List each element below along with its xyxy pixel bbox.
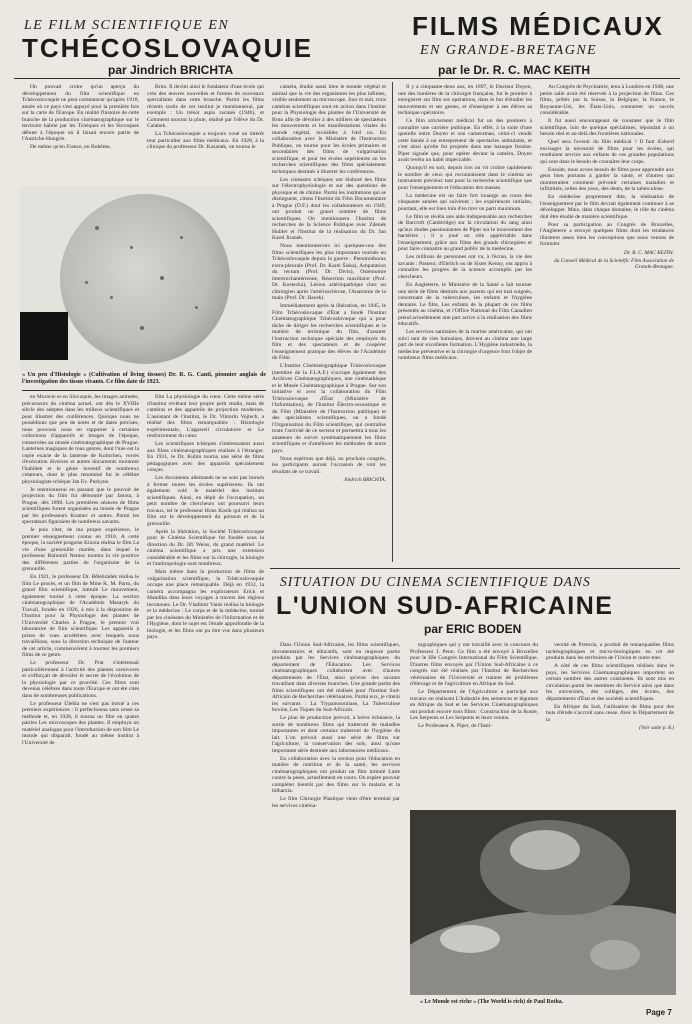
bottom-byline: par ERIC BODEN xyxy=(424,622,522,636)
continued-note: (Voir suite p. 8.) xyxy=(639,724,674,731)
world-photo-caption: « Le Monde est riche » (The World is rich) de Paul Rotha. xyxy=(420,999,564,1005)
right-byline: par le Dr. R. C. MAC KEITH xyxy=(438,63,591,77)
right-signature: Dr. R. C. MAC KEITH. xyxy=(623,249,674,256)
right-affiliation: du Conseil Médical de la Scientific Film Association de Grande-Bretagne. xyxy=(554,257,674,271)
photo-bowl-2 xyxy=(590,940,640,970)
left-signature: Jindrich BRICHTA. xyxy=(343,477,386,484)
caption-rule xyxy=(22,390,266,391)
photo-bowl xyxy=(440,925,500,953)
histology-photo xyxy=(20,186,268,371)
bottom-col2: tographiques qui y ont travaillé avec le concours du Professeur J. Penn. Ce film a été envoyé à Bruxelles pour le IIIe Congrès International du Film Scientifique. D'autres films envoyés par l'Union Sud-Africaine à ce congrès ont été réalisés par l'Institut de Recherches vétérinaires de l'Université et traitent de problèmes d'élevage et de l'agriculture en Afrique du Sud. Le Département de l'Agriculture a participé aux travaux en réalisant L'Industrie des semences et légumes en Afrique du Sud et les Services Cinématographiques ont produit encore trois films : Construction de la Route, Les Serpents et Les Serpents et leurs venins. Le Professeur A. Piper, de l'Insti- xyxy=(410,642,538,730)
header-rule xyxy=(14,78,680,79)
photo-dark-corner xyxy=(20,312,68,360)
right-col1: Il y a cinquante-deux ans, en 1897, le Docteur Doyen, une des lumières de la chirurgie française, fut le premier à enregistrer sur film ses opérations, dans le but d'étudier les mouvements et ses gestes, et d'enseigner à ses élèves sa technique opératoire. Ce film strictement médical fut un des premiers à connaître une carrière publique. En effet, à la suite d'une querelle entre Doyen et son cameraman, celui-ci vendit cette bande à un entrepreneur de spectacles ambulants, et c'est ainsi qu'elle fut projetée dans une baraque foraine. Piper signale que, pour opérer devant la caméra, Doyen avait revêtu un habit impeccable. Quoiqu'il en soit, depuis lors on vit croître rapidement le nombre de ceux qui reconnaissent dans le cinéma un instrument précieux tant pour la recherche scientifique que pour l'enseignement et l'éducation des masses. La médecine est un faire fort louange au cours des cinquante années qui suivirent ; les expériences initiales, pourtant, elle est bien loin d'en tirer un parti maximum. Le film se révéla une aide indispensable aux recherches de Barcroft (Cambridge) sur la circulation du sang ainsi qu'aux études passionnantes de Piper sur le mouvement des bactéries ; il a joué un rôle appréciable dans l'enseignement, grâce aux films des grands chirurgiens et pour faire connaître au grand public de la médecine. Les millions de personnes ont vu, à l'écran, la vie des savants : Pasteur, d'Ehrlich ou de Sister Kenny, ont appris à connaître les progrès de la science accomplis par les chercheurs. En Angleterre, le Ministère de la Santé a fait tourner une série de films destinés aux parents qui est mal soignés, concernant de la tuberculose, les enfants et l'hygiène dentaire. Le film, Les enfants de la plupart de ces films présentés au cinéma, et l'Office National du Film Canadien prend actuellement une part active à la réalisation des films éducatifs. Les services sanitaires de la marine américaine, qui ont suivi tant de vies humaines, doivent au cinéma une large part de leur excellente formation. L'Hygiène industrielle, la médecine préventive et la chirurgie d'urgence font l'objet de nombreux films médicaux. xyxy=(398,84,532,362)
bottom-kicker: SITUATION DU CINEMA SCIENTIFIQUE DANS xyxy=(280,574,591,589)
left-col2-bottom: film La physiologie du cœur. Cette même série d'institut revêtant leur propre petit studio, mais de caméras et des appareils de projection modernes. L'assistant de l'institut, le Dr. Viktorin Vojtech, a réalisé des films remarquables : Histologie expérimentale, L'appareil circulatoire et Le renforcement du cœur. Les scientifiques tchèques s'intéressaient aussi aux films cinématographiques réalisés à l'étranger. En 1931, le Dr. Kubin tourna une série de films pédagogiques avec des appareils spécialement conçus. Les documents allemands ne se sont pas bornés à fermer toutes les écoles supérieures. Ils ont également volé le matériel des instituts scientifiques. Ainsi, en dépit de l'occupation, un petit nombre de chercheurs ont poursuivi leurs travaux, tel le professeur Hons Kosik qui réalisa un film sur le développement du poisson et de la grenouille. Après la libération, la Société Tchécoslovaque pour le Cinéma Scientifique fut fondée sous la direction du Dr. Jiří Weiss, du grand matériel. Le cinéma scientifique a pris une extension considérable et les films sur la chirurgie, la biologie et l'anthropologie sont nombreux. Mais même dans la production de films de vulgarisation scientifique, la Tchécoslovaquie occupe une place remarquable. Déjà en 1932, la caméra accompagna les explorateurs Erick et Mandíka dans leurs voyages à travers des régions inconnues. Le Dr. Vladimir Vanis réalisa la biologie et la médecine : Le corps et de la médecine, tourné par les cinéastes du Ministère de l'Information et de l'Hygiène, dont le sujet est l'étude approfondie de la biologie, et les films ont pu être vus dans plusieurs pays. xyxy=(147,394,264,641)
histology-caption: « Un peu d'Histologie » (Cultivation of living tissues) Dr. R. G. Canti, pionnier anglais de l'investigation des tissus vivants. Ce film date de 1923. xyxy=(22,372,266,385)
micrograph-circle xyxy=(60,194,230,364)
photo-highlight xyxy=(510,830,580,870)
bottom-article-rule xyxy=(270,568,680,569)
right-col2: Au Congrès de Psychiatrie, tenu à Londres en 1948, une petite salle avait été réservée à la projection de films. Ces films, prêtés par la Suisse, la Belgique, la France, le Royaume-Uni, les États-Unis, connurent un succès considérable. Il fut aussi encourageant de constater que le film scientifique, loin de quelque spécialistes, répondait à un besoin réel et au-delà des frontières nationales. Quel sera l'avenir du film médical ? Il faut d'abord envisager la nécessité de films pour les écoles, qui rendraient service aux enfants de ces grandes populations qui sont dans le besoin de connaître leur corps. Ensuite, nous avons besoin de films pour apprendre aux gens bien portants à garder la santé, et d'autres qui montreraient comment prévenir certaines maladies et infirmités, celles des yeux, des dents, de la tuberculose. En médecine proprement dite, la réalisation de l'enseignement par le film devrait également continuer à se développer. Mais, dans chaque domaine, le rôle du cinéma doit être étudié de manière scientifique. Pour sa participation au Congrès de Bruxelles, l'Angleterre a envoyé quelques films dont les tendances illustrent assez bien les conceptions que nous venons de formuler. Dr. R. C. MAC KEITH. du Conseil Médical de la Scientific Film Association de Grande-Bretagne. xyxy=(540,84,674,271)
left-col3: caméra, étudie aussi bien le monde végétal et animal que la vie des organismes les plus infimes, visible seulement au microscope. Jour et nuit, trois caméras scientifiques sont en action dans l'institut pour la Physiologie des plantes de l'Université de Brno afin de dévoiler à des milliers de spectateurs les mouvements et les manifestations vitales du monde végétal, invisibles à l'œil nu. En collaboration avec le Ministère de l'Instruction Publique, on tourne pour les écoles primaires et secondaires des films de vulgarisation scientifique, et pour les écoles supérieures on les recherches scientifiques des films spécialement techniques destinés à illustrer les conférences. Les cinéastes tchèques ont élaboré des films sur l'électrophysiologie et sur des questions de physique et de chimie. Parmi les institutions qui se distinguent, citons l'Institut du Film Documentaire à Prague (D.F.) dont les collaborateurs en 1949, ont produit un grand nombre de films scientifiques. On mentionnera l'Institut de recherches de la Science Politique avec Zdenek Hubler et l'Institut de la réalisation du Dr. Jan Karel Jiranek. Nous mentionnerons ici quelques-uns des films scientifiques les plus importants tournés en Tchécoslovaquie depuis la guerre : Pneumothorax extra-pleurale (Prof. Dr. Karel Šiska), Amputation du rectum (Prof. Dr. Divis), Ostéotomie intertrochantérienne, Résection maxillaire (Prof. Dr. Kostecka), Lésion artériopathique chez un chirurgien après l'artériosclérose, l'Anatomie de la main (Prof. Dr. Hacek). Immédiatement après la libération, en 1945, le Film Tchécoslovaque d'État a fondé l'Institut Cinématographique Tchécoslovaque qui a pour tâche de diriger les recherches scientifiques et la matière de technique du film, d'assurer l'instruction technique spéciale des employés du film et des spectateurs et de coopérer l'enseignement pratique des élèves de l'Académie du Film. L'Institut Cinématographique Tchécoslovaque (membre de la F.I.A.F.) s'occupe également des Archives Cinématographiques, une cinémathèque et le Musée Cinématographique à Prague. Sur son initiative et avec la collaboration du Film Tchécoslovaque d'État (Ministère de l'Information), de l'Institut Électro-acoustique et du Film (Ministère de l'Instruction publique) et des spécialistes scientifiques, on a fondé l'Organisation du Film scientifique, qui centralise toute l'activité de ce secteur et permettra à tous les amateurs de suivre systématiquement les films scientifiques et d'améliorer les méthodes de notre pays. Nous espérons que déjà, au prochain congrès, les participants auront l'occasion de voir les résultats de ce travail. Jindrich BRICHTA. xyxy=(272,84,386,484)
left-title: TCHÉCOSLOVAQUIE xyxy=(22,33,313,63)
bottom-title: L'UNION SUD-AFRICAINE xyxy=(276,592,614,620)
left-col2-top: Brno. Il devint ainsi le fondateur d'une école qui créa des œuvres nouvelles et formes de nouveaux spécialistes dans cette branche. Parmi les films récents sortis de cet institut je mentionnerai, par exemple : Un trésor aspis racinés (1946), et Comment mourut la pluie, réalisé par l'élève du Dr. Calabek. La Tchécoslovaquie a toujours voué un intérêt tout particulier aux films médicaux. En 1928, à la clinique du professeur Dr. Kazanek, on tourna le xyxy=(147,84,264,151)
left-col1-bottom: en Moravie et en Slovaquie, les images animées, précurseurs du cinéma actuel, ont dès le XVIIIe siècle des adeptes dans les milieux scientifiques et pour illustrer des conférences. Quoique nous ne possédions que peu de notes et de dates précises, nous pouvons nous en rapporter à certaines collections d'appareils et images de l'époque, conservées au musée cinématographique de Prague. Lanternes magiques de tous genres, dont l'une est la copie exacte de la lanterne de Kobrchen, verres d'exécution diverses et autres documents montrent l'habileté et le génie inventif de nombreux créateurs, dont le plus renommé fut le célèbre physiologiste tchèque Jan Ev. Purkyne. Je mentionnerai en passant que le pouvoir de projection du film fut démontré par Janota, à Prague, dès 1898. Les premières séances de films scientifiques furent organisées au musée de Prague par les professeurs Kramec et autres. Parmi les spectateurs figuraient de nombreux savants. Je puis citer, de ma propre expérience, le premier enseignement connu en 1910. A cette époque, la société pragoise Kinoia réalisa le film La vie d'une grenouille mariée, dans lequel le professeur Bohumil Nemec montra la vie positive des différentes parties de l'organisme de la grenouille. En 1921, le professeur Dr. Bělehrádek réalisa le film Le procès, et un film de Mme K. M. Parm, du grand film scientifique, intitulé Le mouvement, également tourné à cette époque. La section cinématographique de l'Académie Masaryk du Travail, fondée en 1926, à mis à la disposition de l'Institut pour la Physiologie des plantes de l'Université Charles à Prague, le premier vrai laboratoire de film scientifique. Les appareils à prises de vues accélérées avec lesquels nous travaillions, sous la direction technique de l'auteur de cet article, commencèrent à tourner les premiers films de ce genre. Le professeur Dr. Prat s'intéressait particulièrement à l'activité des plantes carnivores et s'efforçait de dévoiler le secret de l'évolution de la physiologie par ce procédé. Ces films sont devenus célèbres dans toute l'Europe et ont été cités dans de nombreuses publications. Le professeur Úlehla ne s'est pas borné à ces premiers expériences : il perfectionna sans cesse sa méthode et, en 1928, il tourna un film en quatre parties Les microscopes des plantes. Il employa un matériel analogue pour l'introduction de son film Le monde qui disparaît, fondé au même institut à l'Université de xyxy=(22,394,139,746)
page-number: Page 7 xyxy=(646,1008,672,1017)
left-kicker: LE FILM SCIENTIFIQUE EN xyxy=(24,18,230,33)
world-is-rich-photo xyxy=(410,810,676,995)
left-col1-top: On pouvait croire qu'un aperçu du développement du film scientifique en Tchécoslovaquie ne peut commencer qu'après 1918, année où ce pays s'est appuyé pour la première fois sur la carte de l'Europe. En réalité l'histoire de cette branche de la production cinématographique sur le territoire habité par les Tchèques et les Slovaques débute à l'époque où il faisait encore partie de l'Autriche-Hongrie. De même qu'en France, en Bohême, xyxy=(22,84,139,151)
column-divider xyxy=(392,82,393,562)
right-title: FILMS MÉDICAUX xyxy=(412,11,664,41)
right-kicker: EN GRANDE-BRETAGNE xyxy=(420,43,598,58)
bottom-col1: Dans l'Union Sud-Africaine, les films scientifiques, documentaires et éducatifs, sont en majeure partie produits par les Services cinématographiques du département de l'Éducation. Les Services cinématographiques collaborent avec d'autres départements de l'État, ainsi qu'avec des savants travaillant dans diverses branches. Une grande partie des films scientifiques ont été réalisés pour l'Institut Sud-Africain de Recherches vétérinaires. Parmi eux, je citerai les suivants : La Trypanosomiase, La Tuberculose bovine, Les Tiques du Sud-Africain. Le plan de production prévoit, à brève échéance, la sortie de nombreux films qui traiteront de maladies importantes et dont certains traiteront de l'hygiène du lait. L'on prévoit aussi une série de films sur l'agriculture, la conservation des sols, ainsi qu'une importante série destinée aux laboratoires médicaux. En collaboration avec la section pour l'éducation en matière de nutrition et de la santé, les services cinématographiques ont produit un film intitulé Lutte contre la peste, actuellement en cours. On espère pouvoir compléter bientôt par des films sur la malaria et la bilharzia. Le film Chirurgie Plastique vient d'être terminé par les services cinéma- xyxy=(272,642,400,809)
left-byline: par Jindrich BRICHTA xyxy=(108,63,234,77)
bottom-col3: versité de Pretoria, a produit de remarquables films tachéographiques et micro-biologiques en cet été produits dans les territoires de l'Union et outre-mer. A côté de ces films scientifiques réalisés dans le pays, les Services Cinématographiques importent un certain nombre des autres continents. Ils sont mis en circulation parmi les membres du Service ainsi que dans les universités, des collèges, des écoles, des départements d'État et des sociétés scientifiques. En Afrique du Sud, l'utilisation de films pour des buts d'étude s'accroît sans cesse. Avec le Département de la (Voir suite p. 8.) xyxy=(546,642,674,731)
